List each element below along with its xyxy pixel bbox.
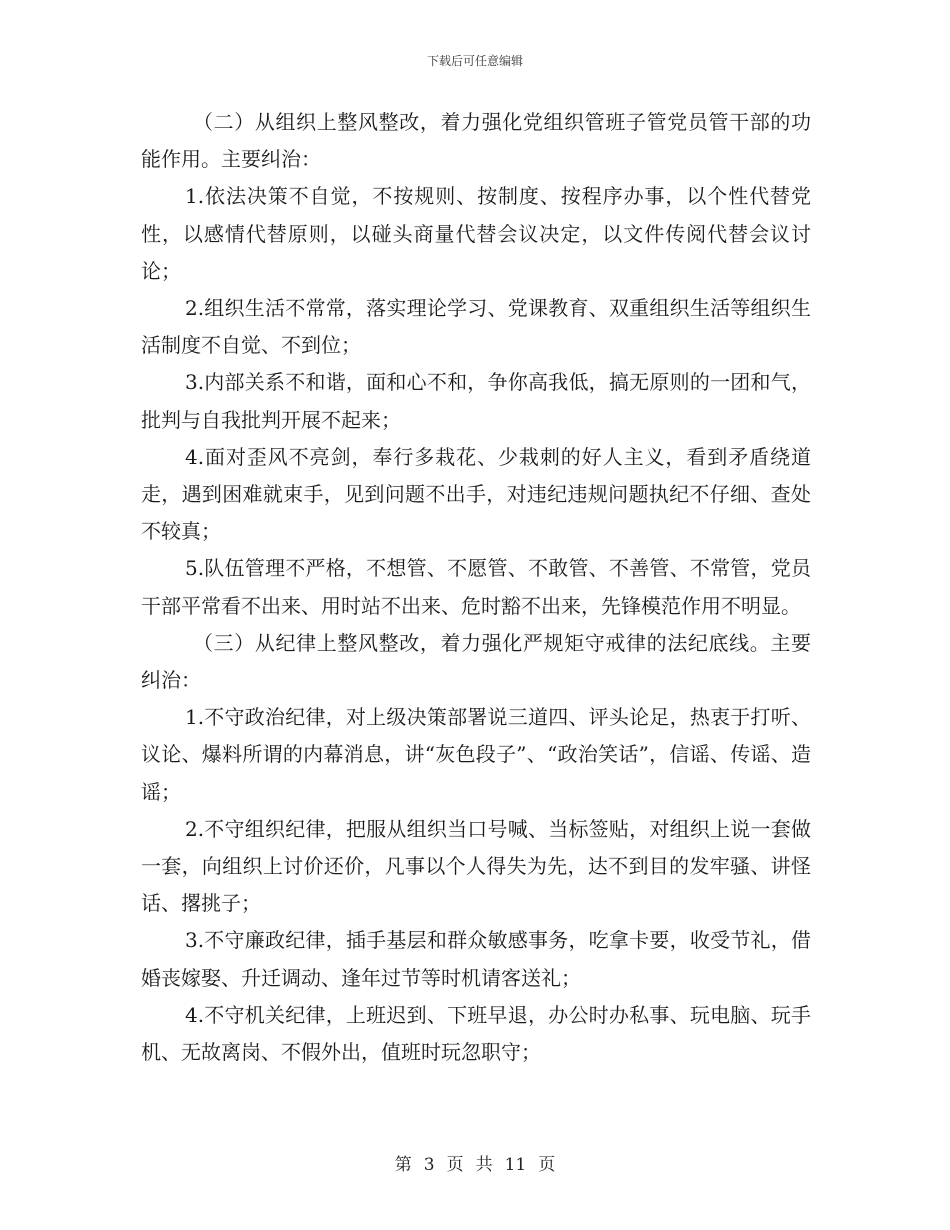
- list-item: 2.不守组织纪律，把服从组织当口号喊、当标签贴，对组织上说一套做一套，向组织上讨价还价，凡事以个人得失为先，达不到目的发牢骚、讲怪话、撂挑子；: [141, 816, 811, 916]
- list-item: 4.不守机关纪律，上班迟到、下班早退，办公时办私事、玩电脑、玩手机、无故离岗、不假外出，值班时玩忽职守；: [141, 1002, 811, 1065]
- footer-total-label: 共: [475, 1155, 493, 1175]
- list-item: 4.面对歪风不亮剑，奉行多栽花、少栽刺的好人主义，看到矛盾绕道走，遇到困难就束手，见到问题不出手，对违纪违规问题执纪不仔细、查处不较真；: [141, 444, 811, 544]
- list-item: 5.队伍管理不严格，不想管、不愿管、不敢管、不善管、不常管，党员干部平常看不出来、用时站不出来、危时豁不出来，先锋模范作用不明显。: [141, 556, 811, 618]
- header-text: 下载后可任意编辑: [426, 54, 523, 68]
- list-item: 1.不守政治纪律，对上级决策部署说三道四、评头论足，热衷于打听、议论、爆料所谓的内幕消息，讲“灰色段子”、“政治笑话”，信谣、传谣、造谣；: [141, 705, 811, 804]
- section-heading-organization: （二）从组织上整风整改，着力强化党组织管班子管党员管干部的功能作用。主要纠治：: [141, 110, 811, 172]
- footer-suffix: 页: [538, 1155, 556, 1175]
- list-item: 3.不守廉政纪律，插手基层和群众敏感事务，吃拿卡要，收受节礼，借婚丧嫁娶、升迁调动、逢年过节等时机请客送礼；: [141, 928, 811, 990]
- list-item: 2.组织生活不常常，落实理论学习、党课教育、双重组织生活等组织生活制度不自觉、不到位；: [141, 296, 811, 358]
- page-header: [0, 53, 950, 69]
- list-item: 1.依法决策不自觉，不按规则、按制度、按程序办事，以个性代替党性，以感情代替原则，以碰头商量代替会议决定，以文件传阅代替会议讨论；: [141, 184, 811, 283]
- list-item: 3.内部关系不和谐，面和心不和，争你高我低，搞无原则的一团和气，批判与自我批判开展不起来；: [141, 370, 811, 432]
- current-page-number: 3: [423, 1155, 435, 1175]
- footer-page-label: 页: [446, 1155, 464, 1175]
- footer-prefix: 第: [394, 1155, 412, 1175]
- page-footer: [0, 1154, 950, 1176]
- total-pages-number: 11: [504, 1155, 527, 1175]
- document-body: [141, 104, 811, 1071]
- section-heading-discipline: （三）从纪律上整风整改，着力强化严规矩守戒律的法纪底线。主要纠治：: [141, 630, 811, 693]
